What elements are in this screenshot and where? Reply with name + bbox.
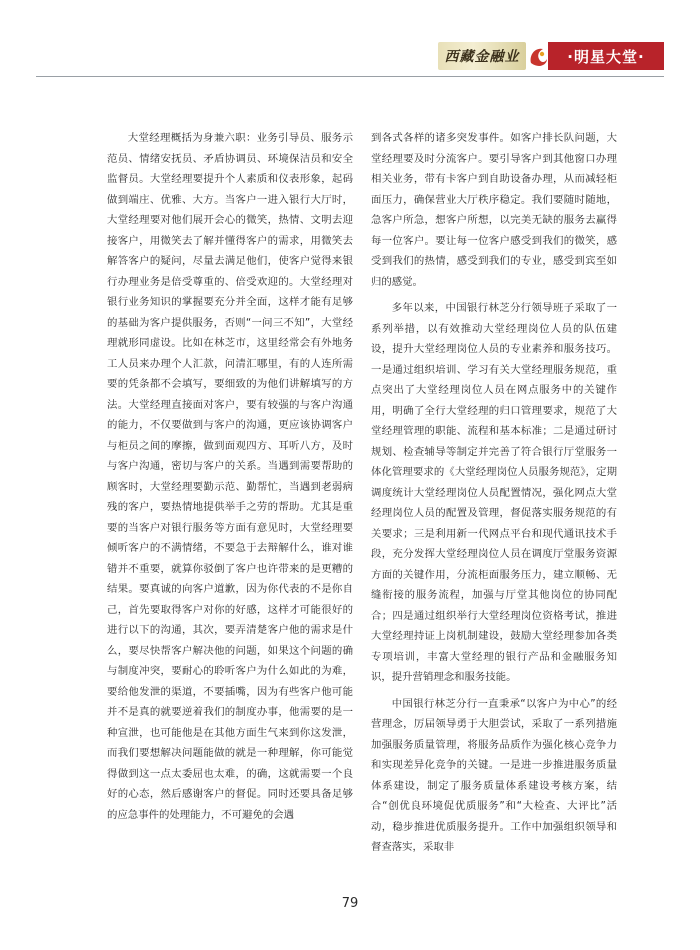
left-column	[107, 128, 353, 825]
brand-swirl-icon	[527, 43, 549, 69]
body-paragraph: 多年以来，中国银行林芝分行领导班子采取了一系列举措，以有效推动大堂经理岗位人员的队伍建设，提升大堂经理岗位人员的专业素养和服务技巧。一是通过组织培训、学习有关大堂经理服务规范，重点突出了大堂经理岗位人员在网点服务中的关键作用，明确了全行大堂经理的归口管理要求，规范了大堂经理管理的职能、流程和基本标准；二是通过研讨规划、检查辅导等制定并完善了符合银行厅堂服务一体化管理要求的《大堂经理岗位人员服务规范》，定期调度统计大堂经理岗位人员配置情况，强化网点大堂经理岗位人员的配置及管理，督促落实服务规范的有关要求；三是利用新一代网点平台和现代通讯技术手段，充分发挥大堂经理岗位人员在调度厅堂服务资源方面的关键作用，分流柜面服务压力，建立顺畅、无缝衔接的服务流程，加强与厅堂其他岗位的协同配合；四是通过组织举行大堂经理岗位资格考试，推进大堂经理持证上岗机制建设，鼓励大堂经理参加各类专项培训，丰富大堂经理的银行产品和金融服务知识，提升营销理念和服务技能。	[371, 302, 617, 683]
page-number: 79	[341, 896, 359, 911]
body-paragraph: 中国银行林芝分行一直秉承“以客户为中心”的经营理念，厉届领导勇于大胆尝试，采取了一系列措施加强服务质量管理，将服务品质作为强化核心竞争力和实现差异化竞争的关键。一是进一步推进服务质量体系建设，制定了服务质量体系建设考核方案，结合“创优良环境促优质服务”和“大检查、大评比”活动，稳步推进优质服务提升。工作中加强组织领导和督查落实，采取非	[371, 697, 617, 853]
section-title-badge: ·明星大堂·	[548, 42, 664, 70]
magazine-brand-logo: 西藏金融业	[438, 42, 526, 70]
header-divider	[36, 76, 664, 77]
right-column	[371, 128, 617, 858]
body-paragraph-continuation: 到各式各样的诸多突发事件。如客户排长队问题，大堂经理要及时分流客户。要引导客户到其他窗口办理相关业务，带有卡客户到自助设备办理，从而减轻柜面压力，确保营业大厅秩序稳定。我们要随时随地，急客户所急，想客户所想，以完美无缺的服务去赢得每一位客户。要让每一位客户感受到我们的微笑，感受到我们的热情，感受到我们的专业，感受到宾至如归的感觉。	[371, 132, 617, 288]
body-paragraph: 大堂经理概括为身兼六职：业务引导员、服务示范员、情绪安抚员、矛盾协调员、环境保洁员和安全监督员。大堂经理要提升个人素质和仪表形象，起码做到端庄、优雅、大方。当客户一进入银行大厅时，大堂经理要对他们展开会心的微笑，热情、文明去迎接客户，用微笑去了解并懂得客户的需求，用微笑去解答客户的疑问，尽量去满足他们，使客户觉得来银行办理业务是倍受尊重的、倍受欢迎的。大堂经理对银行业务知识的掌握要充分并全面，这样才能有足够的基础为客户提供服务，否则“一问三不知”，大堂经理就形同虚设。比如在林芝市，这里经常会有外地务工人员来办理个人汇款，问清汇哪里，有的人连所需要的凭条都不会填写，要细致的为他们讲解填写的方法。大堂经理直接面对客户，要有较强的与客户沟通的能力，不仅要做到与客户的沟通，更应该协调客户与柜员之间的摩擦，做到面观四方、耳听八方，及时与客户沟通，密切与客户的关系。当遇到需要帮助的顾客时，大堂经理要勤示范、勤帮忙，当遇到老弱病残的客户，要热情地提供举手之劳的帮助。尤其是重要的当客户对银行服务等方面有意见时，大堂经理要倾听客户的不满情绪，不要急于去辩解什么，谁对谁错并不重要，就算你驳倒了客户也许带来的是更糟的结果。要真诚的向客户道歉，因为你代表的不是你自己，首先要取得客户对你的好感，这样才可能很好的进行以下的沟通，其次，要弄清楚客户他的需求是什么，要尽快帮客户解决他的问题，如果这个问题的确与制度冲突，要耐心的聆听客户为什么如此的为难，要给他发泄的渠道，不要插嘴，因为有些客户他可能并不是真的就要逆着我们的制度办事，他需要的是一种宣泄，也可能他是在其他方面生气来到你这发泄，而我们要想解决问题能做的就是一种理解，你可能觉得做到这一点太委屈也太难，的确，这就需要一个良好的心态，然后感谢客户的督促。同时还要具备足够的应急事件的处理能力，不可避免的会遇	[107, 132, 353, 821]
